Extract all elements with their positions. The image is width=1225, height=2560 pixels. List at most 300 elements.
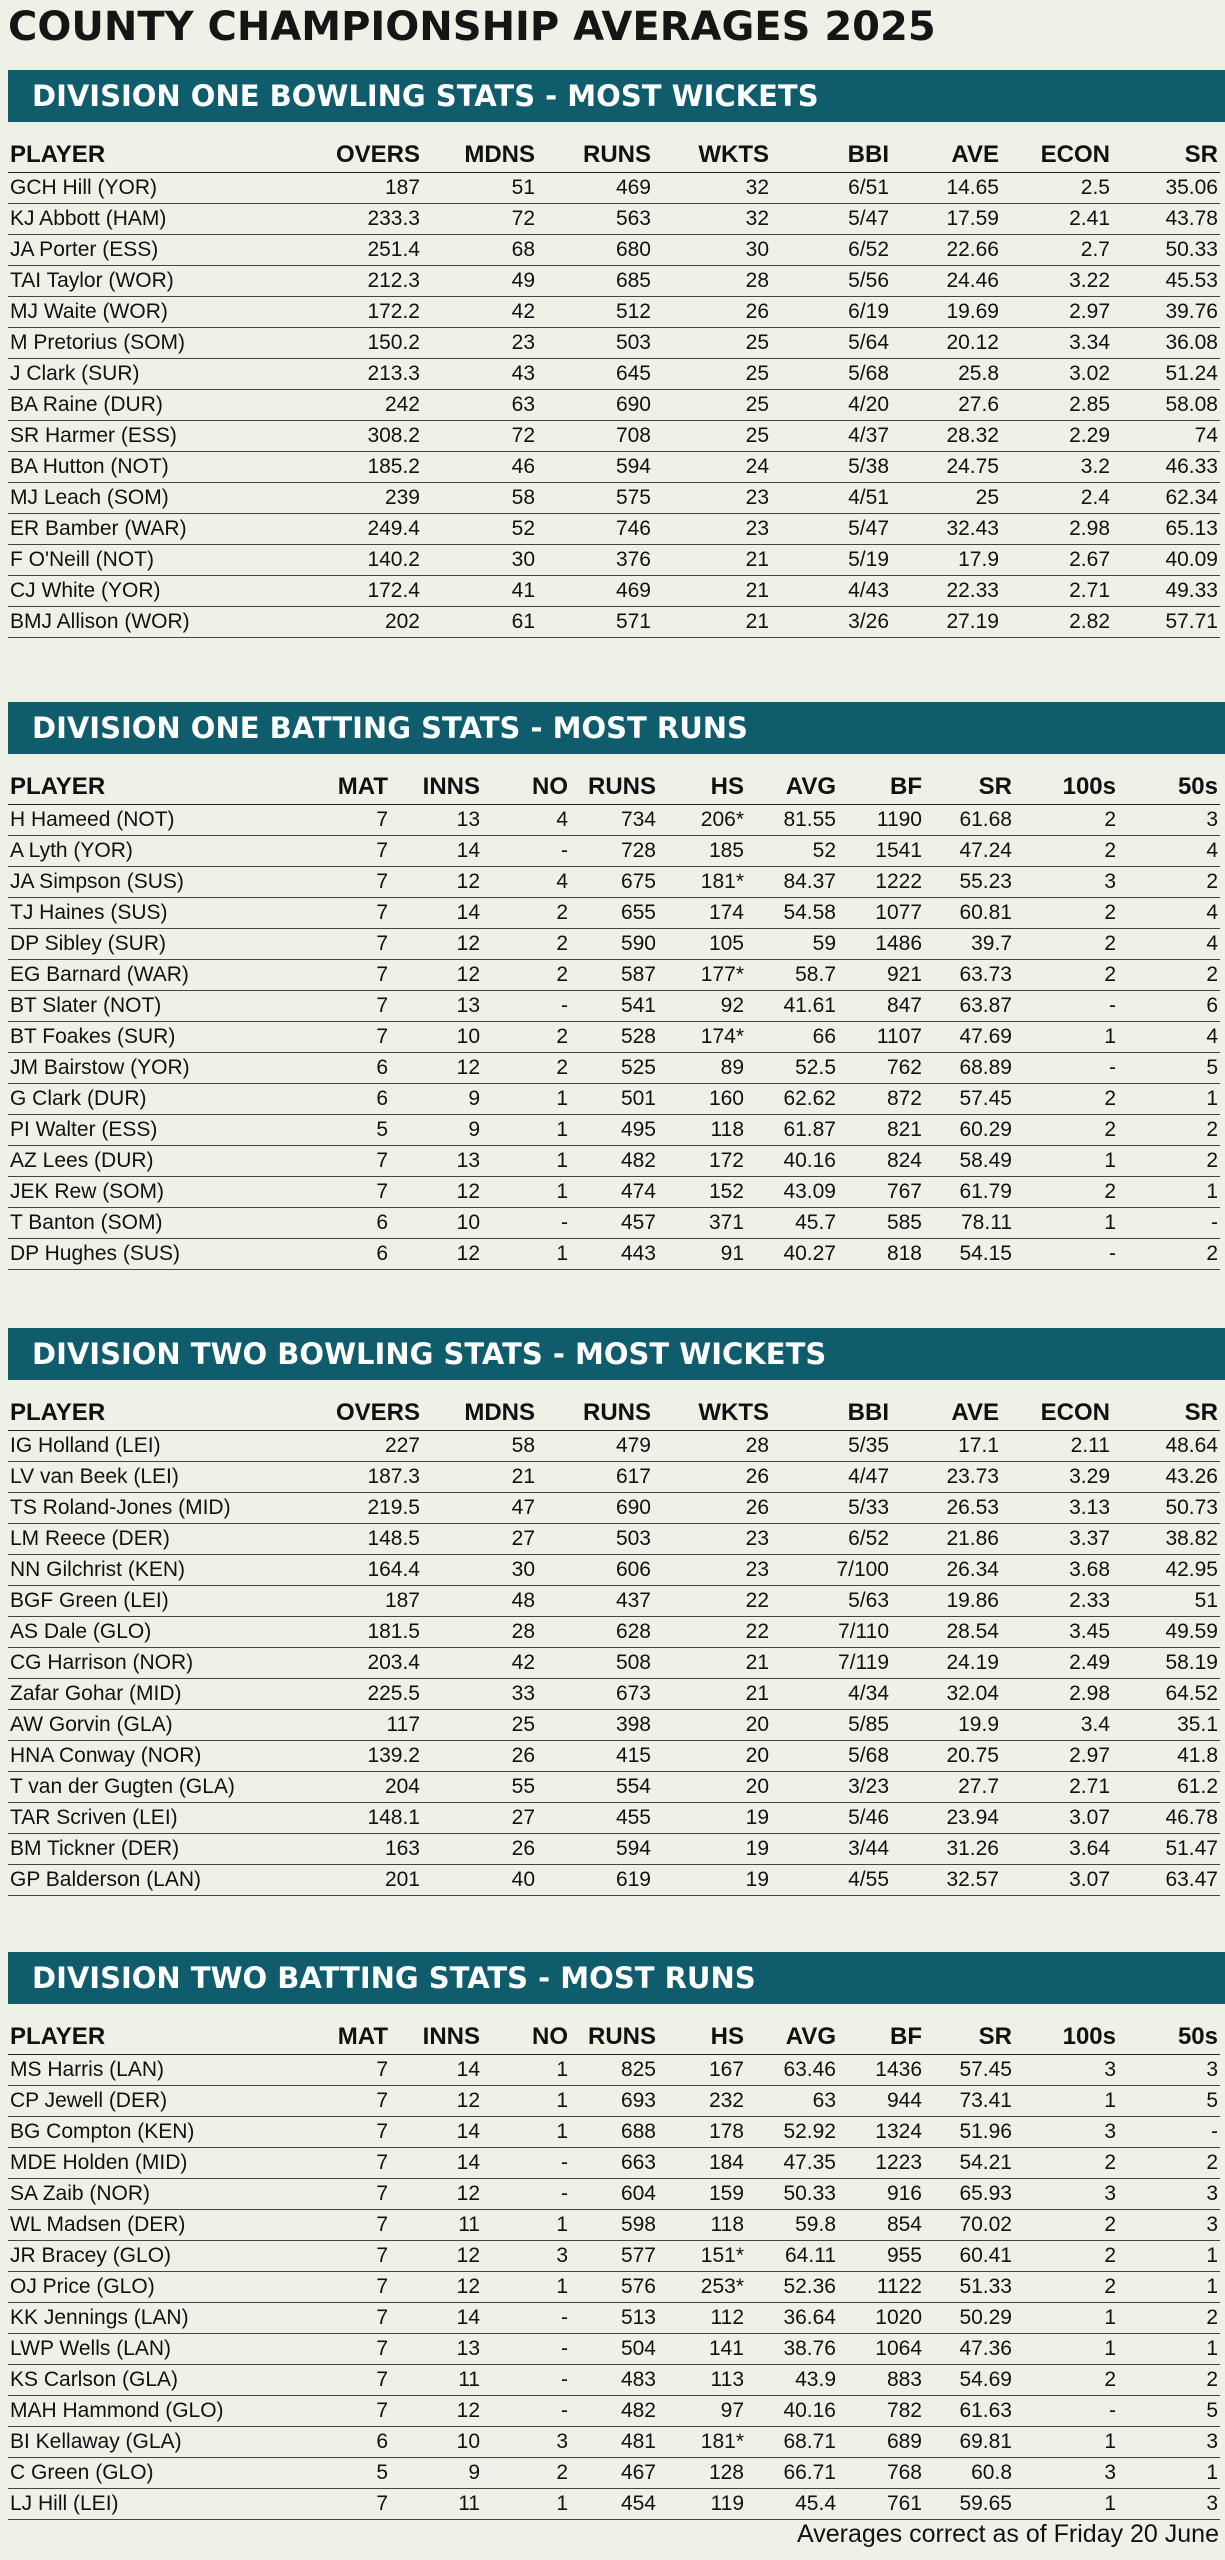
table-row [8, 1084, 1220, 1115]
stat-cell: 7 [300, 2179, 390, 2210]
stat-cell: 118 [658, 1115, 746, 1146]
stat-cell: 13 [390, 1146, 482, 1177]
footnote: Averages correct as of Friday 20 June [797, 2520, 1219, 2548]
stat-cell: - [1014, 2396, 1118, 2427]
stat-cell: 2 [1014, 2148, 1118, 2179]
stat-cell: 455 [537, 1803, 653, 1834]
stat-cell: 1 [482, 2086, 570, 2117]
stat-cell: 25.8 [891, 359, 1001, 390]
stat-cell: 7 [300, 2210, 390, 2241]
stat-cell: 239 [308, 483, 422, 514]
stat-cell: 3.02 [1001, 359, 1112, 390]
stat-cell: 4 [482, 867, 570, 898]
stat-cell: 12 [390, 867, 482, 898]
stat-cell: 4/47 [771, 1462, 891, 1493]
table-row [8, 1772, 1220, 1803]
stat-cell: 606 [537, 1555, 653, 1586]
stat-cell: 10 [390, 1022, 482, 1053]
stat-cell: 6 [300, 1239, 390, 1270]
stat-cell: 1 [482, 1146, 570, 1177]
stat-cell: 2.97 [1001, 1741, 1112, 1772]
stat-cell: 187.3 [308, 1462, 422, 1493]
stat-cell: 159 [658, 2179, 746, 2210]
column-header-overs: OVERS [308, 138, 422, 173]
stat-cell: 185 [658, 836, 746, 867]
column-header-mat: MAT [300, 2020, 390, 2055]
stat-cell: 673 [537, 1679, 653, 1710]
stat-cell: 43.26 [1112, 1462, 1220, 1493]
stat-cell: 6/52 [771, 235, 891, 266]
stat-cell: 31.26 [891, 1834, 1001, 1865]
player-name: TS Roland-Jones (MID) [8, 1493, 308, 1524]
stat-cell: 119 [658, 2489, 746, 2520]
table-row [8, 266, 1220, 297]
stat-cell: 1 [1118, 1177, 1220, 1208]
table-row [8, 1679, 1220, 1710]
stat-cell: 43.09 [746, 1177, 838, 1208]
stat-cell: 43.78 [1112, 204, 1220, 235]
stat-cell: 7 [300, 2396, 390, 2427]
stat-cell: 3 [482, 2241, 570, 2272]
stat-cell: 689 [838, 2427, 924, 2458]
stat-cell: 68.71 [746, 2427, 838, 2458]
stat-cell: 1 [1118, 1084, 1220, 1115]
stat-cell: 27.6 [891, 390, 1001, 421]
stat-cell: 60.29 [924, 1115, 1014, 1146]
stat-cell: 27.7 [891, 1772, 1001, 1803]
stat-cell: 68.89 [924, 1053, 1014, 1084]
stat-cell: 6/19 [771, 297, 891, 328]
stat-cell: 36.64 [746, 2303, 838, 2334]
stat-cell: 7 [300, 2334, 390, 2365]
stat-cell: 174* [658, 1022, 746, 1053]
stat-cell: 112 [658, 2303, 746, 2334]
stat-cell: 12 [390, 1177, 482, 1208]
stat-cell: 587 [570, 960, 658, 991]
column-header-no: NO [482, 770, 570, 805]
stat-cell: 70.02 [924, 2210, 1014, 2241]
stat-cell: 63.73 [924, 960, 1014, 991]
table-row [8, 1462, 1220, 1493]
table-row [8, 576, 1220, 607]
stat-cell: 5 [1118, 2086, 1220, 2117]
player-name: MDE Holden (MID) [8, 2148, 300, 2179]
stat-cell: 528 [570, 1022, 658, 1053]
stat-cell: 1 [482, 2117, 570, 2148]
stat-cell: 944 [838, 2086, 924, 2117]
stat-cell: 148.1 [308, 1803, 422, 1834]
stat-cell: 78.11 [924, 1208, 1014, 1239]
stat-cell: 2.41 [1001, 204, 1112, 235]
stat-cell: 38.82 [1112, 1524, 1220, 1555]
stat-cell: 7 [300, 867, 390, 898]
stat-cell: 554 [537, 1772, 653, 1803]
stat-cell: 1 [1014, 1022, 1118, 1053]
stat-cell: 5 [300, 2458, 390, 2489]
stat-cell: 2 [482, 929, 570, 960]
stat-cell: 54.58 [746, 898, 838, 929]
table-row [8, 1586, 1220, 1617]
stat-cell: 1 [1014, 2489, 1118, 2520]
table-row [8, 2241, 1220, 2272]
player-name: BM Tickner (DER) [8, 1834, 308, 1865]
division-one-bowling-section [8, 70, 1225, 638]
stat-cell: 59.65 [924, 2489, 1014, 2520]
stat-cell: 13 [390, 805, 482, 836]
player-name: CJ White (YOR) [8, 576, 308, 607]
stat-cell: 27 [422, 1803, 537, 1834]
stat-cell: 761 [838, 2489, 924, 2520]
column-header-50s: 50s [1118, 770, 1220, 805]
stat-cell: 4/51 [771, 483, 891, 514]
player-name: JA Simpson (SUS) [8, 867, 300, 898]
stat-cell: 2 [1118, 1239, 1220, 1270]
stat-cell: 6 [1118, 991, 1220, 1022]
stat-cell: 21 [653, 1679, 771, 1710]
stat-cell: 474 [570, 1177, 658, 1208]
stat-cell: 54.69 [924, 2365, 1014, 2396]
stat-cell: 5/38 [771, 452, 891, 483]
player-name: ER Bamber (WAR) [8, 514, 308, 545]
stat-cell: 3 [1118, 805, 1220, 836]
stat-cell: 57.45 [924, 1084, 1014, 1115]
column-header-bf: BF [838, 770, 924, 805]
stat-cell: 2 [1118, 2148, 1220, 2179]
stat-cell: 61.87 [746, 1115, 838, 1146]
stat-cell: 172 [658, 1146, 746, 1177]
table-row [8, 929, 1220, 960]
stat-cell: 4 [482, 805, 570, 836]
stat-cell: 52 [746, 836, 838, 867]
stat-cell: 4 [1118, 1022, 1220, 1053]
stat-cell: 41.61 [746, 991, 838, 1022]
stat-cell: 415 [537, 1741, 653, 1772]
table-row [8, 1524, 1220, 1555]
stat-cell: 25 [653, 359, 771, 390]
stat-cell: 482 [570, 2396, 658, 2427]
stat-cell: 58.19 [1112, 1648, 1220, 1679]
stat-cell: 469 [537, 173, 653, 204]
stat-cell: 5/46 [771, 1803, 891, 1834]
table-row [8, 2117, 1220, 2148]
stat-cell: 3.22 [1001, 266, 1112, 297]
stat-cell: 26 [653, 297, 771, 328]
stat-cell: 47.69 [924, 1022, 1014, 1053]
stat-cell: 23.73 [891, 1462, 1001, 1493]
division-one-batting-section [8, 702, 1225, 1270]
stat-cell: 2 [1014, 1177, 1118, 1208]
stat-cell: 2.71 [1001, 1772, 1112, 1803]
stat-cell: 12 [390, 2241, 482, 2272]
stat-cell: 45.7 [746, 1208, 838, 1239]
stat-cell: 594 [537, 1834, 653, 1865]
player-name: BGF Green (LEI) [8, 1586, 308, 1617]
stat-cell: 63.46 [746, 2055, 838, 2086]
stat-cell: 19 [653, 1834, 771, 1865]
column-header-hs: HS [658, 770, 746, 805]
stat-cell: 7 [300, 2055, 390, 2086]
stat-cell: 590 [570, 929, 658, 960]
table-row [8, 545, 1220, 576]
table-row [8, 1710, 1220, 1741]
table-row [8, 514, 1220, 545]
stat-cell: 690 [537, 390, 653, 421]
stat-cell: 688 [570, 2117, 658, 2148]
column-header-sr: SR [924, 2020, 1014, 2055]
stat-cell: 4/20 [771, 390, 891, 421]
stat-cell: 6/51 [771, 173, 891, 204]
player-name: HNA Conway (NOR) [8, 1741, 308, 1772]
column-header-avg: AVG [746, 770, 838, 805]
stat-cell: 212.3 [308, 266, 422, 297]
stat-cell: 33 [422, 1679, 537, 1710]
stat-cell: 20.75 [891, 1741, 1001, 1772]
stat-cell: 2.71 [1001, 576, 1112, 607]
table-row [8, 2303, 1220, 2334]
section-banner: DIVISION ONE BATTING STATS - MOST RUNS [8, 702, 1225, 754]
stat-cell: 2.97 [1001, 297, 1112, 328]
player-name: MJ Leach (SOM) [8, 483, 308, 514]
table-row [8, 867, 1220, 898]
stat-cell: 5/63 [771, 1586, 891, 1617]
stat-cell: 2 [1014, 805, 1118, 836]
stat-cell: 51.24 [1112, 359, 1220, 390]
column-header-sr: SR [924, 770, 1014, 805]
stat-cell: 2.98 [1001, 514, 1112, 545]
stat-cell: 7 [300, 836, 390, 867]
player-name: LM Reece (DER) [8, 1524, 308, 1555]
stat-cell: 5/47 [771, 514, 891, 545]
table-row [8, 1115, 1220, 1146]
stat-cell: 4 [1118, 929, 1220, 960]
stat-cell: 51.96 [924, 2117, 1014, 2148]
stat-cell: 2 [1118, 2365, 1220, 2396]
stat-cell: 955 [838, 2241, 924, 2272]
stat-cell: 2 [1014, 960, 1118, 991]
stat-cell: 36.08 [1112, 328, 1220, 359]
column-header-ave: AVE [891, 1396, 1001, 1431]
column-header-inns: INNS [390, 770, 482, 805]
stat-cell: 69.81 [924, 2427, 1014, 2458]
stat-cell: 3/23 [771, 1772, 891, 1803]
stat-cell: 181* [658, 867, 746, 898]
stat-cell: 9 [390, 1084, 482, 1115]
table-row [8, 1648, 1220, 1679]
stat-cell: 174 [658, 898, 746, 929]
stat-cell: 21 [422, 1462, 537, 1493]
stat-cell: 481 [570, 2427, 658, 2458]
stat-cell: 48 [422, 1586, 537, 1617]
column-header-avg: AVG [746, 2020, 838, 2055]
stat-cell: 2.33 [1001, 1586, 1112, 1617]
stat-cell: 38.76 [746, 2334, 838, 2365]
table-row [8, 898, 1220, 929]
stat-cell: 65.13 [1112, 514, 1220, 545]
player-name: KK Jennings (LAN) [8, 2303, 300, 2334]
stat-cell: 21 [653, 1648, 771, 1679]
stat-cell: 2 [1014, 2241, 1118, 2272]
stat-cell: 2.98 [1001, 1679, 1112, 1710]
stat-cell: 3.64 [1001, 1834, 1112, 1865]
player-name: CG Harrison (NOR) [8, 1648, 308, 1679]
stat-cell: 58.49 [924, 1146, 1014, 1177]
player-name: BT Foakes (SUR) [8, 1022, 300, 1053]
stat-cell: 818 [838, 1239, 924, 1270]
stat-cell: 685 [537, 266, 653, 297]
stat-cell: 30 [653, 235, 771, 266]
stat-cell: 20.12 [891, 328, 1001, 359]
stat-cell: 2 [1118, 1146, 1220, 1177]
stat-cell: 3.29 [1001, 1462, 1112, 1493]
player-name: Zafar Gohar (MID) [8, 1679, 308, 1710]
table-row [8, 1146, 1220, 1177]
stat-cell: 3.2 [1001, 452, 1112, 483]
stat-cell: 1 [482, 1084, 570, 1115]
stat-cell: 32.57 [891, 1865, 1001, 1896]
stat-cell: 854 [838, 2210, 924, 2241]
stat-cell: - [1118, 2117, 1220, 2148]
stat-cell: 513 [570, 2303, 658, 2334]
stat-cell: 43.9 [746, 2365, 838, 2396]
stat-cell: 41.8 [1112, 1741, 1220, 1772]
stat-cell: 46 [422, 452, 537, 483]
stat-cell: 23 [653, 514, 771, 545]
stat-cell: 14 [390, 2148, 482, 2179]
table-row [8, 1022, 1220, 1053]
stat-cell: 50.29 [924, 2303, 1014, 2334]
stat-cell: 12 [390, 2396, 482, 2427]
stat-cell: 2 [1014, 836, 1118, 867]
stat-cell: 25 [653, 421, 771, 452]
table-row [8, 2055, 1220, 2086]
stat-cell: 45.4 [746, 2489, 838, 2520]
stat-cell: 12 [390, 2179, 482, 2210]
stat-cell: 1 [482, 1115, 570, 1146]
stat-cell: - [1118, 1208, 1220, 1239]
stat-cell: 1077 [838, 898, 924, 929]
stat-cell: 7 [300, 898, 390, 929]
table-row [8, 1803, 1220, 1834]
stat-cell: 84.37 [746, 867, 838, 898]
stat-cell: - [482, 1208, 570, 1239]
table-row [8, 1865, 1220, 1896]
column-header-bbi: BBI [771, 1396, 891, 1431]
stat-cell: 12 [390, 2086, 482, 2117]
stat-cell: 150.2 [308, 328, 422, 359]
stat-cell: 9 [390, 1115, 482, 1146]
stat-cell: 4 [1118, 898, 1220, 929]
stat-cell: 42 [422, 297, 537, 328]
stat-cell: 3 [1014, 867, 1118, 898]
stat-cell: 12 [390, 1053, 482, 1084]
stat-cell: 1 [1118, 2458, 1220, 2489]
stat-cell: 55 [422, 1772, 537, 1803]
stat-cell: 17.9 [891, 545, 1001, 576]
player-name: KJ Abbott (HAM) [8, 204, 308, 235]
stat-cell: 3 [1118, 2179, 1220, 2210]
stat-cell: 97 [658, 2396, 746, 2427]
stat-cell: 628 [537, 1617, 653, 1648]
stat-cell: 1 [482, 2272, 570, 2303]
stat-cell: 495 [570, 1115, 658, 1146]
stat-cell: 916 [838, 2179, 924, 2210]
stat-cell: 479 [537, 1431, 653, 1462]
stat-cell: 19 [653, 1865, 771, 1896]
stat-cell: 23 [653, 1524, 771, 1555]
table-row [8, 2210, 1220, 2241]
stat-cell: 2 [1014, 929, 1118, 960]
stat-cell: 14 [390, 2117, 482, 2148]
stat-cell: 7/100 [771, 1555, 891, 1586]
stat-cell: 242 [308, 390, 422, 421]
stat-cell: 141 [658, 2334, 746, 2365]
stat-cell: 2 [1014, 1084, 1118, 1115]
player-name: G Clark (DUR) [8, 1084, 300, 1115]
table-row [8, 1431, 1220, 1462]
stat-cell: 3.45 [1001, 1617, 1112, 1648]
stat-cell: 2 [1118, 1115, 1220, 1146]
table-row [8, 2334, 1220, 2365]
stat-cell: 768 [838, 2458, 924, 2489]
player-name: GCH Hill (YOR) [8, 173, 308, 204]
stat-cell: 25 [891, 483, 1001, 514]
stat-cell: 504 [570, 2334, 658, 2365]
stat-cell: 19.86 [891, 1586, 1001, 1617]
player-name: JA Porter (ESS) [8, 235, 308, 266]
stat-cell: 42 [422, 1648, 537, 1679]
stat-cell: 128 [658, 2458, 746, 2489]
player-name: JM Bairstow (YOR) [8, 1053, 300, 1084]
table-row [8, 390, 1220, 421]
stat-cell: 28 [653, 266, 771, 297]
stat-cell: 49 [422, 266, 537, 297]
player-name: LWP Wells (LAN) [8, 2334, 300, 2365]
column-header-player: PLAYER [8, 138, 308, 173]
stat-cell: 20 [653, 1772, 771, 1803]
stat-cell: 12 [390, 2272, 482, 2303]
stat-cell: 503 [537, 1524, 653, 1555]
table-row [8, 991, 1220, 1022]
player-name: J Clark (SUR) [8, 359, 308, 390]
stat-cell: 2 [482, 1022, 570, 1053]
stat-cell: 2.49 [1001, 1648, 1112, 1679]
stat-cell: 51 [422, 173, 537, 204]
table-row [8, 2458, 1220, 2489]
stat-cell: 4/55 [771, 1865, 891, 1896]
column-header-runs: RUNS [570, 770, 658, 805]
stat-cell: 164.4 [308, 1555, 422, 1586]
stat-cell: 14.65 [891, 173, 1001, 204]
stat-cell: 47.36 [924, 2334, 1014, 2365]
stat-cell: - [482, 2396, 570, 2427]
stat-cell: 22.66 [891, 235, 1001, 266]
table-row [8, 805, 1220, 836]
stat-cell: 457 [570, 1208, 658, 1239]
stat-cell: 501 [570, 1084, 658, 1115]
section-banner: DIVISION TWO BOWLING STATS - MOST WICKETS [8, 1328, 1225, 1380]
stat-cell: 32.43 [891, 514, 1001, 545]
stat-cell: 483 [570, 2365, 658, 2396]
player-name: BMJ Allison (WOR) [8, 607, 308, 638]
stat-cell: 14 [390, 2303, 482, 2334]
column-header-runs: RUNS [570, 2020, 658, 2055]
stat-cell: 81.55 [746, 805, 838, 836]
stat-cell: 7 [300, 2489, 390, 2520]
stat-cell: 512 [537, 297, 653, 328]
stat-cell: 51.47 [1112, 1834, 1220, 1865]
player-name: MAH Hammond (GLO) [8, 2396, 300, 2427]
stat-cell: 23 [653, 1555, 771, 1586]
